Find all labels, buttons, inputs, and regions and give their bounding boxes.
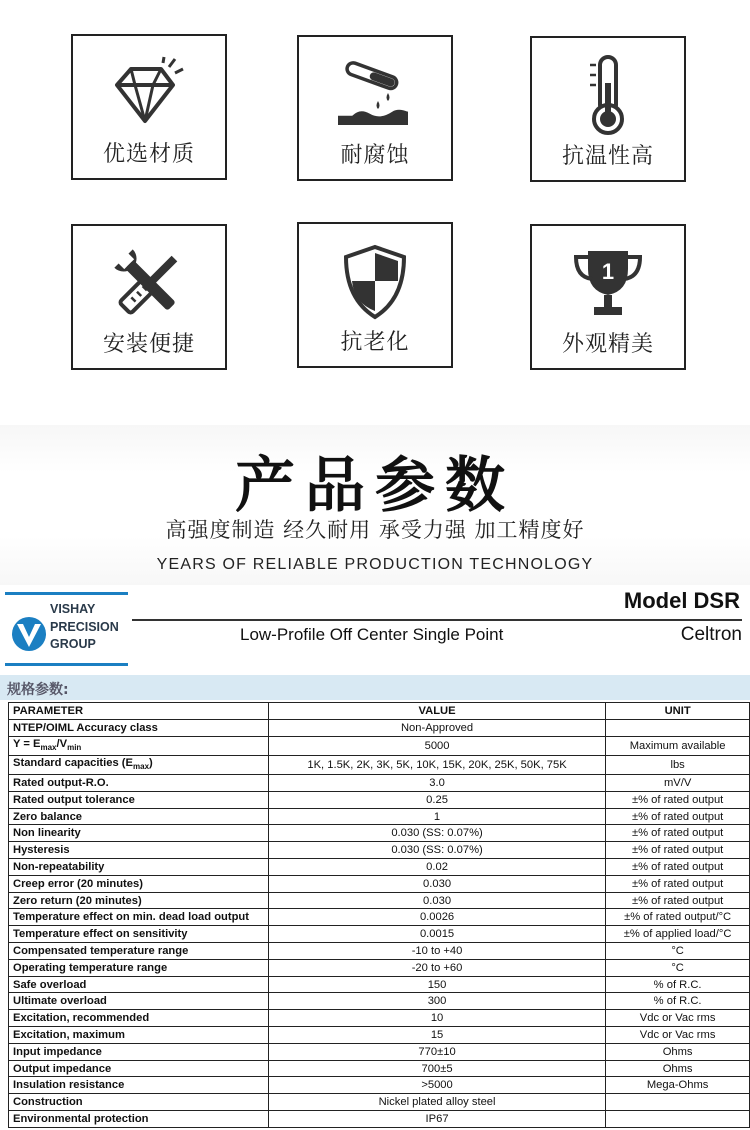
row-value: -20 to +60 <box>268 959 605 976</box>
row-parameter: Standard capacities $(E_{max})$ <box>9 755 269 774</box>
row-parameter: Ultimate overload <box>9 993 269 1010</box>
header-parameter: PARAMETER <box>9 703 269 720</box>
header-divider <box>132 619 742 621</box>
row-value: 1 <box>268 808 605 825</box>
table-row <box>9 842 750 859</box>
row-unit: ±% of rated output <box>606 825 750 842</box>
table-header-row <box>9 703 750 720</box>
feature-label: 安装便捷 <box>102 332 195 357</box>
row-value: 0.030 (SS: 0.07%) <box>268 825 605 842</box>
row-value: IP67 <box>268 1111 605 1128</box>
corrosion-icon <box>299 55 451 135</box>
table-row <box>9 1094 750 1111</box>
row-unit: Ohms <box>606 1043 750 1060</box>
row-parameter: Creep error (20 minutes) <box>9 875 269 892</box>
row-value: 5000 <box>268 736 605 755</box>
feature-label: 抗老化 <box>340 330 410 355</box>
logo-line-3: GROUP <box>50 637 96 651</box>
table-row <box>9 736 750 755</box>
feature-label: 耐腐蚀 <box>340 143 410 168</box>
row-unit: ±% of rated output <box>606 842 750 859</box>
row-value: 10 <box>268 1010 605 1027</box>
row-parameter: Rated output tolerance <box>9 791 269 808</box>
shield-icon <box>299 242 451 322</box>
trophy-number: 1 <box>601 259 615 284</box>
row-unit: ±% of rated output <box>606 859 750 876</box>
row-parameter: Excitation, maximum <box>9 1027 269 1044</box>
row-parameter: Zero balance <box>9 808 269 825</box>
row-unit: lbs <box>606 755 750 774</box>
table-row <box>9 993 750 1010</box>
row-unit: Mega-Ohms <box>606 1077 750 1094</box>
row-parameter: NTEP/OIML Accuracy class <box>9 719 269 736</box>
row-parameter: Temperature effect on sensitivity <box>9 926 269 943</box>
row-parameter: Safe overload <box>9 976 269 993</box>
row-unit: Maximum available <box>606 736 750 755</box>
row-unit: ±% of rated output <box>606 875 750 892</box>
feature-label: 外观精美 <box>561 332 654 357</box>
row-value: Nickel plated alloy steel <box>268 1094 605 1111</box>
table-row <box>9 825 750 842</box>
table-row <box>9 755 750 774</box>
spec-label-bar <box>0 675 750 700</box>
table-row <box>9 976 750 993</box>
feature-box-anti-aging <box>297 222 453 368</box>
row-parameter: Temperature effect on min. dead load output <box>9 909 269 926</box>
row-parameter: Input impedance <box>9 1043 269 1060</box>
row-value: Non-Approved <box>268 719 605 736</box>
table-row <box>9 1060 750 1077</box>
row-unit: ±% of rated output <box>606 808 750 825</box>
feature-box-appearance <box>530 224 686 370</box>
row-unit: Vdc or Vac rms <box>606 1027 750 1044</box>
row-unit: °C <box>606 943 750 960</box>
row-parameter: Construction <box>9 1094 269 1111</box>
feature-box-temperature <box>530 36 686 182</box>
table-row <box>9 1077 750 1094</box>
row-value: 0.0026 <box>268 909 605 926</box>
row-unit: mV/V <box>606 775 750 792</box>
header-value: VALUE <box>268 703 605 720</box>
header-unit: UNIT <box>606 703 750 720</box>
row-value: 700±5 <box>268 1060 605 1077</box>
section-english-tagline: YEARS OF RELIABLE PRODUCTION TECHNOLOGY <box>156 556 594 573</box>
table-row <box>9 909 750 926</box>
section-title: 产品参数 <box>235 451 515 521</box>
row-parameter: Zero return (20 minutes) <box>9 892 269 909</box>
table-row <box>9 875 750 892</box>
tools-icon <box>73 244 225 324</box>
section-subtitle: 高强度制造 经久耐用 承受力强 加工精度好 <box>165 518 585 542</box>
row-unit <box>606 1111 750 1128</box>
diamond-icon <box>73 54 225 134</box>
row-value: -10 to +40 <box>268 943 605 960</box>
row-value: 300 <box>268 993 605 1010</box>
logo-line-2: PRECISION <box>50 620 119 634</box>
specifications-table <box>8 702 750 1128</box>
spec-label: 规格参数: <box>7 682 69 698</box>
table-row <box>9 1111 750 1128</box>
vishay-logo <box>5 592 128 666</box>
row-unit: ±% of rated output <box>606 892 750 909</box>
feature-label: 抗温性高 <box>561 144 654 169</box>
row-value: 770±10 <box>268 1043 605 1060</box>
row-parameter: Non-repeatability <box>9 859 269 876</box>
row-unit: °C <box>606 959 750 976</box>
row-value: 0.25 <box>268 791 605 808</box>
row-parameter: Excitation, recommended <box>9 1010 269 1027</box>
brand-name: Celtron <box>680 624 742 645</box>
row-parameter: Hysteresis <box>9 842 269 859</box>
row-parameter: Insulation resistance <box>9 1077 269 1094</box>
row-value: 0.030 <box>268 892 605 909</box>
table-row <box>9 791 750 808</box>
trophy-icon <box>532 244 684 324</box>
table-row <box>9 1010 750 1027</box>
table-row <box>9 1027 750 1044</box>
row-value: 1K, 1.5K, 2K, 3K, 5K, 10K, 15K, 20K, 25K, 50K, 75K <box>268 755 605 774</box>
row-parameter: Environmental protection <box>9 1111 269 1128</box>
row-parameter: $Y = E_{max}/V_{min}$ <box>9 736 269 755</box>
table-row <box>9 926 750 943</box>
row-unit: Ohms <box>606 1060 750 1077</box>
table-row <box>9 943 750 960</box>
row-unit: ±% of rated output/°C <box>606 909 750 926</box>
row-unit: ±% of rated output <box>606 791 750 808</box>
table-row <box>9 959 750 976</box>
row-value: 0.030 (SS: 0.07%) <box>268 842 605 859</box>
logo-line-1: VISHAY <box>50 602 96 616</box>
feature-box-corrosion <box>297 35 453 181</box>
model-name: Model DSR <box>623 588 740 613</box>
row-unit: ±% of applied load/°C <box>606 926 750 943</box>
row-parameter: Non linearity <box>9 825 269 842</box>
table-row <box>9 892 750 909</box>
row-value: 0.030 <box>268 875 605 892</box>
row-unit: % of R.C. <box>606 993 750 1010</box>
row-value: 3.0 <box>268 775 605 792</box>
table-row <box>9 1043 750 1060</box>
row-parameter: Output impedance <box>9 1060 269 1077</box>
product-description: Low-Profile Off Center Single Point <box>240 625 504 644</box>
feature-box-installation <box>71 224 227 370</box>
table-row <box>9 859 750 876</box>
row-value: 0.02 <box>268 859 605 876</box>
row-unit <box>606 719 750 736</box>
row-value: 0.0015 <box>268 926 605 943</box>
vishay-logo-mark-icon <box>11 615 47 653</box>
row-value: 150 <box>268 976 605 993</box>
feature-box-material <box>71 34 227 180</box>
feature-label: 优选材质 <box>102 142 195 167</box>
thermometer-icon <box>532 56 684 136</box>
row-parameter: Compensated temperature range <box>9 943 269 960</box>
row-unit: Vdc or Vac rms <box>606 1010 750 1027</box>
table-row <box>9 775 750 792</box>
row-parameter: Operating temperature range <box>9 959 269 976</box>
row-unit <box>606 1094 750 1111</box>
row-unit: % of R.C. <box>606 976 750 993</box>
row-value: 15 <box>268 1027 605 1044</box>
row-value: >5000 <box>268 1077 605 1094</box>
table-row <box>9 719 750 736</box>
row-parameter: Rated output-R.O. <box>9 775 269 792</box>
table-row <box>9 808 750 825</box>
